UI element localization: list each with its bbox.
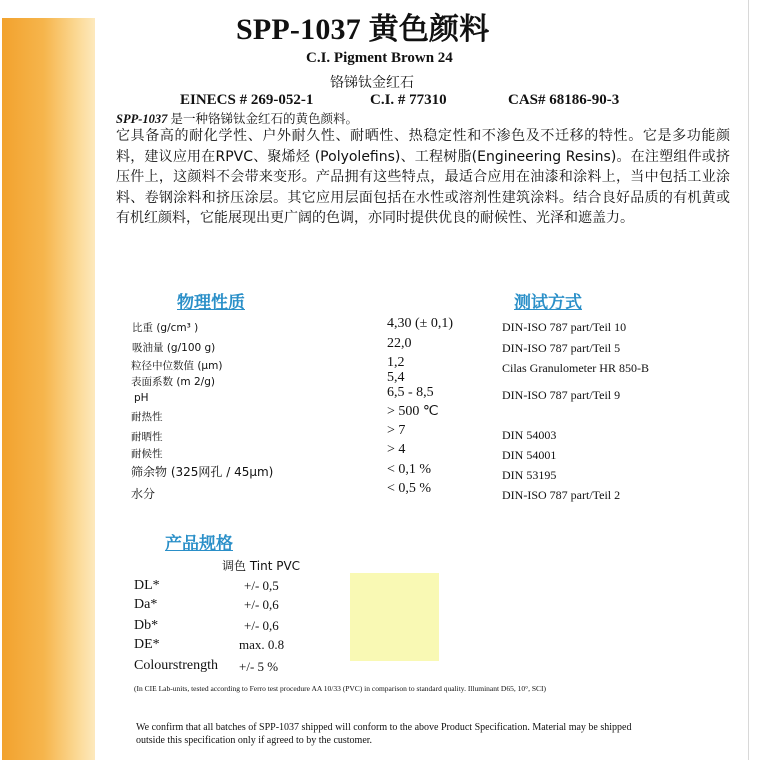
spec-label: DE* (134, 637, 160, 652)
spec-label: DL* (134, 578, 160, 593)
confirmation-statement: We confirm that all batches of SPP-1037 shipped will conform to the above Product Specification. Material may be shipped outside this specification only if agreed to by the customer. (136, 722, 632, 746)
property-label: 耐候性 (131, 448, 163, 460)
property-value: 5,4 (387, 370, 405, 385)
property-label: 筛余物 (325网孔 / 45μm) (131, 465, 274, 479)
pigment-subtitle: C.I. Pigment Brown 24 (306, 50, 453, 66)
property-value: < 0,5 % (387, 481, 432, 496)
tint-pvc-heading: 调色 Tint PVC (222, 559, 301, 573)
spec-value: +/- 0,5 (244, 578, 279, 593)
spec-label: Colourstrength (134, 658, 218, 673)
product-spec-heading: 产品规格 (165, 534, 233, 554)
test-method: DIN-ISO 787 part/Teil 10 (502, 320, 627, 334)
intro-line (116, 109, 358, 127)
test-methods-heading: 测试方式 (514, 293, 582, 313)
property-value: > 500 ℃ (387, 404, 439, 419)
spec-value: +/- 5 % (239, 659, 279, 674)
test-method: DIN 54003 (502, 428, 557, 442)
property-value: 6,5 - 8,5 (387, 385, 434, 400)
physical-properties-heading: 物理性质 (177, 293, 245, 313)
right-page-rule (748, 0, 749, 760)
property-value: < 0,1 % (387, 462, 432, 477)
property-value: 1,2 (387, 355, 405, 370)
test-method: DIN 53195 (502, 468, 557, 482)
test-method: DIN-ISO 787 part/Teil 2 (502, 488, 621, 502)
tint-color-swatch (350, 573, 439, 661)
property-label: 吸油量 (g/100 g) (132, 342, 216, 354)
product-description: 它具备高的耐化学性、户外耐久性、耐晒性、热稳定性和不渗色及不迁移的特性。它是多功能颜料，建议应用在RPVC、聚烯烃 (Polyolefins)、工程树脂(Engineering Resins)。在注塑组件或挤压件上，这颜料不会带来变形。产品拥有这些特点，最适合应用在油漆和涂料上，当中包括工业涂料、卷钢涂料和挤压涂层。其它应用层面包括在水性或溶剂性建筑涂料。结合良好品质的有机黄或有机红颜料，它能展现出更广阔的色调，亦同时提供优良的耐候性、光泽和遮盖力。 (116, 128, 730, 226)
chinese-name: 铬锑钛金红石 (330, 75, 414, 91)
intro-product-name: SPP-1037 (116, 112, 168, 126)
spec-value: max. 0.8 (239, 637, 285, 652)
einecs-number: EINECS # 269-052-1 (180, 92, 314, 108)
property-label: pH (134, 392, 149, 404)
spec-value: +/- 0,6 (244, 597, 279, 612)
property-label: 表面系数 (m 2/g) (131, 376, 215, 388)
property-label: 粒径中位数值 (μm) (131, 360, 223, 372)
test-method: DIN 54001 (502, 448, 557, 462)
property-label: 水分 (131, 487, 156, 501)
spec-value: +/- 0,6 (244, 618, 279, 633)
property-value: > 4 (387, 442, 406, 457)
property-label: 耐热性 (131, 411, 163, 423)
test-method: DIN-ISO 787 part/Teil 9 (502, 388, 621, 402)
spec-label: Db* (134, 618, 159, 633)
cie-footnote: (In CIE Lab-units, tested according to Ferro test procedure AA 10/33 (PVC) in comparison to standard quality. Illuminant D65, 10°, SCI) (134, 684, 547, 693)
intro-text: 是一种铬锑钛金红石的黄色颜料。 (167, 112, 359, 126)
property-label: 比重 (g/cm³ ) (132, 322, 199, 334)
spec-label: Da* (134, 597, 158, 612)
decorative-orange-sidebar (2, 18, 95, 760)
property-value: 22,0 (387, 336, 412, 351)
property-value: > 7 (387, 423, 406, 438)
ci-number: C.I. # 77310 (370, 92, 447, 108)
cas-number: CAS# 68186-90-3 (508, 92, 620, 108)
property-label: 耐晒性 (131, 431, 163, 443)
property-value: 4,30 (± 0,1) (387, 316, 454, 331)
document-title: SPP-1037 黄色颜料 (236, 13, 490, 46)
test-method: DIN-ISO 787 part/Teil 5 (502, 341, 621, 355)
test-method: Cilas Granulometer HR 850-B (502, 361, 649, 375)
